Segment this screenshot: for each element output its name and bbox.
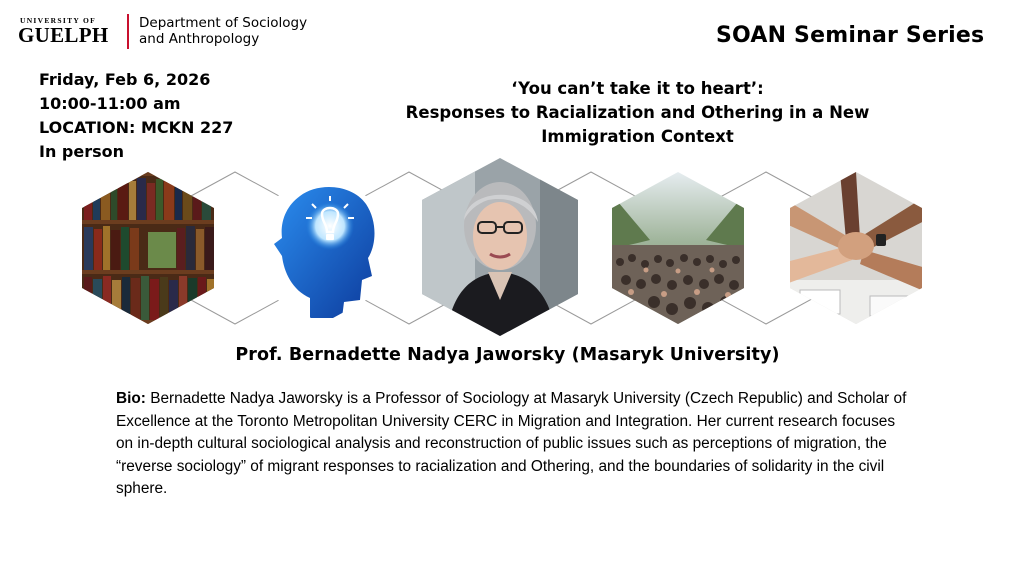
- speaker-name: Prof. Bernadette Nadya Jaworsky (Masaryk University): [235, 345, 780, 365]
- department-name: Department of Sociology and Anthropology: [139, 15, 308, 47]
- bio-text: Bernadette Nadya Jaworsky is a Professor of Sociology at Masaryk University (Czech Republic) and Scholar of Excellence at the Toronto Metropolitan University CERC in Migration and Integration. Her current research focuses on in-depth cultural sociological analysis and reconstruction of public issues such as perceptions of migration, the “reverse sociology” of migrant responses to racialization and Othering, and the boundaries of solidarity in the civil sphere.: [116, 390, 907, 497]
- logo-divider: [127, 14, 129, 49]
- series-title: SOAN Seminar Series: [716, 23, 985, 48]
- speaker-portrait-image: [420, 155, 580, 340]
- hexagon-outlines: [169, 172, 832, 324]
- lightbulb-head-image: [250, 170, 395, 330]
- stacked-hands-image: [786, 170, 926, 330]
- event-mode: In person: [39, 142, 125, 161]
- bio-label: Bio:: [116, 390, 146, 407]
- event-date: Friday, Feb 6, 2026: [39, 70, 211, 89]
- event-time: 10:00-11:00 am: [39, 94, 181, 113]
- guelph-text: GUELPH: [18, 23, 109, 47]
- speaker-bio: [116, 388, 916, 501]
- university-logo: [18, 14, 318, 50]
- bookshelf-image: [80, 170, 220, 330]
- talk-title: ‘You can’t take it to heart’: Responses to Racialization and Othering in a New Immigration Context: [405, 79, 870, 146]
- crowd-image: [608, 170, 748, 330]
- event-location: LOCATION: MCKN 227: [39, 118, 234, 137]
- event-info: [39, 68, 233, 164]
- university-of-text: UNIVERSITY OF: [20, 16, 97, 25]
